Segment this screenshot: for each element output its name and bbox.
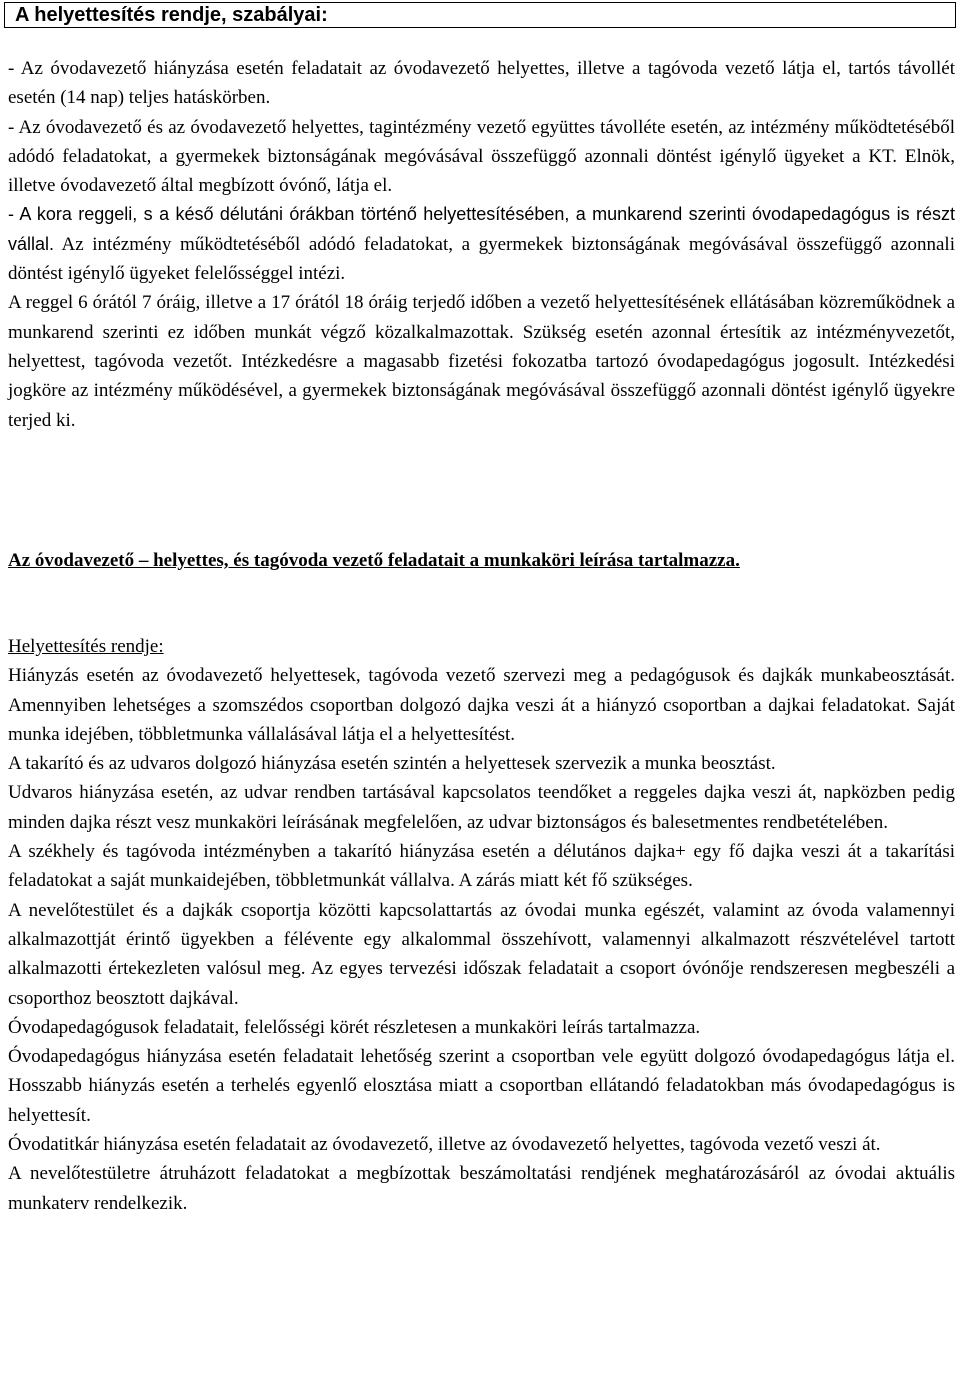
paragraph-teacher-absence: Óvodapedagógus hiányzása esetén feladatait lehetőség szerint a csoportban vele együtt dolgozó óvodapedagógus látja el. Hosszabb hiányzás esetén a terhelés egyenlő elosztása miatt a csoportban ellátandó feladatokban más óvodapedagógus is helyettesít. bbox=[8, 1046, 955, 1126]
section-heading-text: A helyettesítés rendje, szabályai: bbox=[15, 4, 328, 26]
paragraph-joint-absence: - Az óvodavezető és az óvodavezető helyettes, tagintézmény vezető együttes távolléte esetén, az intézmény működtetéséből adódó feladatokat, a gyermekek biztonságának megóvásával összefüggő azonnali döntést igénylő ügyeket a KT. Elnök, illetve óvodavezető által megbízott óvónő, látja el. bbox=[8, 116, 955, 197]
paragraph-groundskeeper-absence: Udvaros hiányzása esetén, az udvar rendben tartásával kapcsolatos teendőket a reggeles dajka veszi át, napközben pedig minden dajka részt vesz munkaköri leírásának megfelelően, az udvar biztonságos és balesetmentes rendbetételében. bbox=[8, 782, 955, 833]
paragraph-staff-liaison: A nevelőtestület és a dajkák csoportja közötti kapcsolattartás az óvodai munka egészét, valamint az óvoda valamennyi alkalmazottját érintő ügyekben a félévente egy alkalommal összehívott, valamennyi alkalmazott részvételével tartott alkalmazotti értekezleten valósul meg. Az egyes tervezési időszak feladatait a csoport óvónője rendszeresen megbeszéli a csoporthoz beosztott dajkával. bbox=[8, 899, 955, 1009]
paragraph-secretary-absence: Óvodatitkár hiányzása esetén feladatait az óvodavezető, illetve az óvodavezető helyettes, tagóvoda vezető veszi át. bbox=[8, 1134, 881, 1156]
paragraph-site-cleaning: A székhely és tagóvoda intézményben a takarító hiányzása esetén a délutános dajka+ egy fő dajka veszi át a takarítási feladatokat a saját munkaidejében, többletmunkát vállalva. A zárás miatt két fő szükséges. bbox=[8, 841, 955, 892]
paragraph-delegated-tasks: A nevelőtestületre átruházott feladatokat a megbízottak beszámoltatási rendjének meghatározásáról az óvodai aktuális munkaterv rendelkezik. bbox=[8, 1163, 955, 1214]
job-description-title: Az óvodavezető – helyettes, és tagóvoda vezető feladatait a munkaköri leírása tartalmazza. bbox=[8, 550, 740, 571]
substitution-order-subtitle: Helyettesítés rendje: bbox=[8, 636, 164, 657]
paragraph-absence-scheduling: Hiányzás esetén az óvodavezető helyettesek, tagóvoda vezető szervezi meg a pedagógusok és dajkák munkabeosztását. Amennyiben lehetséges a szomszédos csoportban dolgozó dajka veszi át a hiányzó csoportban a dajkai feladatokat. Saját munka idejében, többletmunka vállalásával látja el a helyettesítést. bbox=[8, 665, 955, 745]
section-job-description bbox=[8, 546, 955, 575]
section-heading bbox=[4, 2, 956, 28]
paragraph-cleaner-absence: A takarító és az udvaros dolgozó hiányzása esetén szintén a helyettesek szervezik a munka beosztást. bbox=[8, 753, 776, 775]
paragraph-leader-absence: - Az óvodavezető hiányzása esetén feladatait az óvodavezető helyettes, illetve a tagóvoda vezető látja el, tartós távollét esetén (14 nap) teljes hatáskörben. bbox=[8, 58, 955, 109]
paragraph-early-late-hours-a: - A kora reggeli, s a késő délutáni órákban történő helyettesítésében, a munkarend szerinti óvodapedagógus is részt vállal. bbox=[8, 204, 955, 254]
paragraph-early-late-hours bbox=[8, 200, 955, 288]
section-rules bbox=[8, 54, 955, 435]
section-substitution-order bbox=[8, 632, 955, 1218]
paragraph-early-late-hours-b: Az intézmény működtetéséből adódó feladatokat, a gyermekek biztonságának megóvásával összefüggő azonnali döntést igénylő ügyeket felelősséggel intézi. bbox=[8, 233, 955, 285]
paragraph-teacher-duties: Óvodapedagógusok feladatait, felelősségi körét részletesen a munkaköri leírás tartalmazza. bbox=[8, 1016, 701, 1038]
paragraph-morning-evening: A reggel 6 órától 7 óráig, illetve a 17 órától 18 óráig terjedő időben a vezető helyettesítésének ellátásában közreműködnek a munkarend szerinti ez időben munkát végző közalkalmazottak. Szükség esetén azonnal értesítik az intézményvezetőt, helyettest, tagóvoda vezetőt. Intézkedésre a magasabb fizetési fokozatba tartozó óvodapedagógus jogosult. Intézkedési jogköre az intézmény működésével, a gyermekek biztonságának megóvásával összefüggő azonnali döntést igénylő ügyekre terjed ki. bbox=[8, 292, 955, 431]
